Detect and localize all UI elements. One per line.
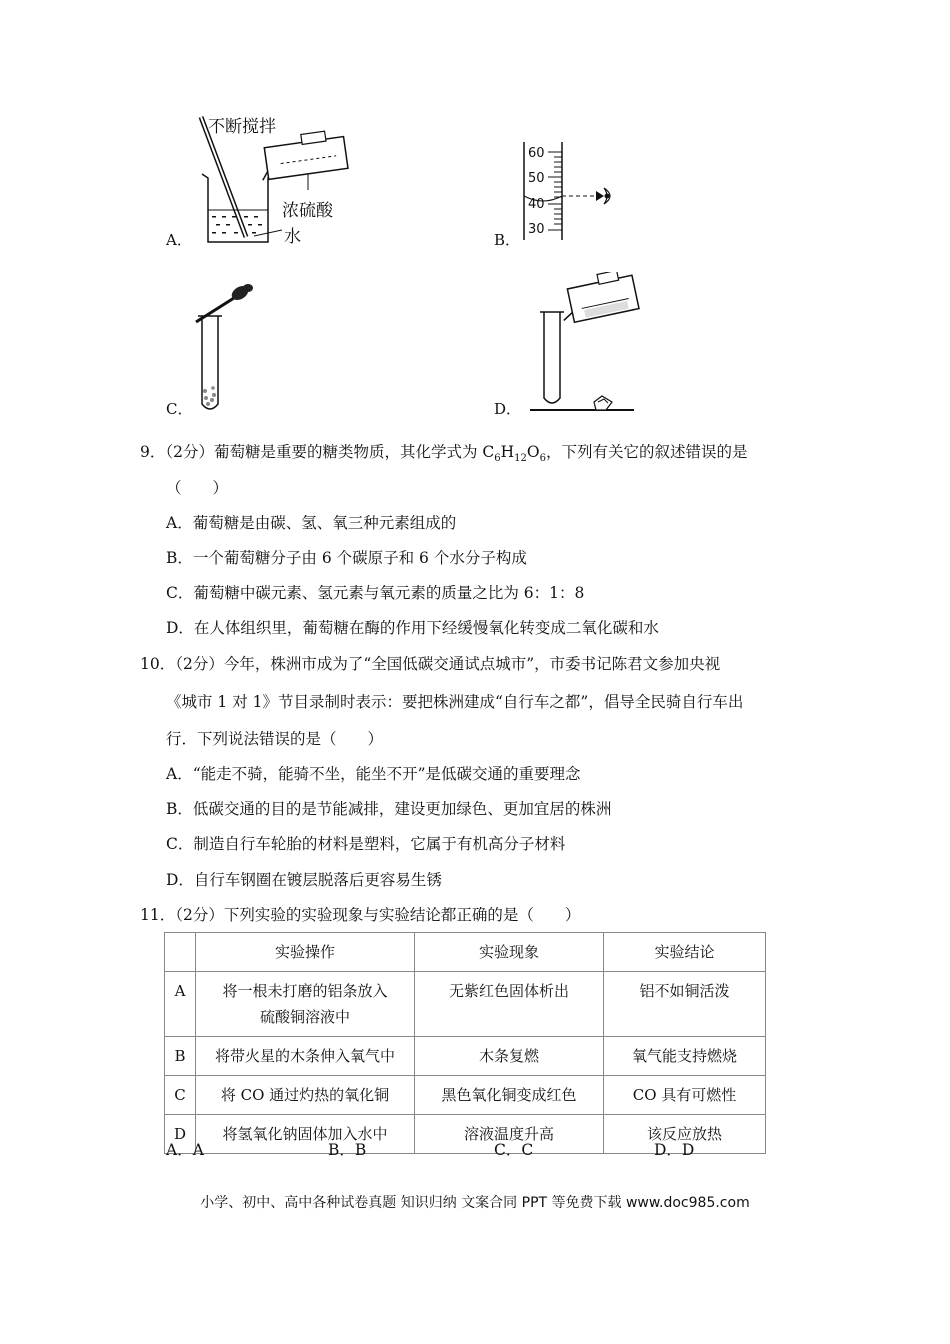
q9-formula-sub-c: 6 <box>494 453 501 465</box>
figure-b-letter: B． <box>494 231 521 249</box>
q10-stem-line2: 《城市 1 对 1》节目录制时表示：要把株洲建成“自行车之都”，倡导全民骑自行车出 <box>166 693 744 711</box>
q11-choice-a: A．A <box>166 1141 204 1159</box>
q9-option-c: C．葡萄糖中碳元素、氢元素与氧元素的质量之比为 6：1：8 <box>166 584 585 602</box>
figure-a-label-stir: 不断搅拌 <box>208 117 276 137</box>
q11-experiment-table <box>164 932 766 1154</box>
table-header-row <box>165 933 766 972</box>
figure-d-letter: D． <box>494 400 522 418</box>
figure-c-letter: C． <box>166 400 193 418</box>
figure-d-pouring-diagram <box>522 272 642 416</box>
q10-option-c: C．制造自行车轮胎的材料是塑料，它属于有机高分子材料 <box>166 835 566 853</box>
figure-a-letter: A． <box>166 231 192 249</box>
q9-formula-sub-o: 6 <box>539 453 546 465</box>
table-row-label: D <box>165 1115 196 1154</box>
table-header-cell: 实验现象 <box>415 933 604 972</box>
q10-option-a: A．“能走不骑，能骑不坐，能坐不开”是低碳交通的重要理念 <box>166 765 581 783</box>
q10-option-b: B．低碳交通的目的是节能减排，建设更加绿色、更加宜居的株洲 <box>166 800 612 818</box>
q9-answer-paren: （ ） <box>166 479 229 497</box>
table-cell-phenomenon: 黑色氧化铜变成红色 <box>415 1076 604 1115</box>
q11-stem: 11．（2分）下列实验的实验现象与实验结论都正确的是（ ） <box>140 906 581 924</box>
table-row <box>165 972 766 1037</box>
table-cell-operation <box>196 972 415 1037</box>
table-row-label: A <box>165 972 196 1037</box>
table-header-cell: 实验操作 <box>196 933 415 972</box>
q11-choice-b: B．B <box>328 1141 367 1159</box>
table-cell-conclusion: 氧气能支持燃烧 <box>604 1037 766 1076</box>
q11-choice-c: C．C <box>494 1141 534 1159</box>
figure-a-label-water: 水 <box>284 227 301 247</box>
table-row <box>165 1037 766 1076</box>
figure-b-tick-60: 60 <box>528 146 545 161</box>
q11-choice-d: D．D <box>654 1141 695 1159</box>
table-cell-operation: 将氢氧化钠固体加入水中 <box>196 1115 415 1154</box>
table-row-label: C <box>165 1076 196 1115</box>
table-cell-phenomenon: 木条复燃 <box>415 1037 604 1076</box>
table-row-label: B <box>165 1037 196 1076</box>
q9-formula-o: O <box>526 443 540 461</box>
q9-option-b: B．一个葡萄糖分子由 6 个碳原子和 6 个水分子构成 <box>166 549 527 567</box>
table-cell-conclusion: 铝不如铜活泼 <box>604 972 766 1037</box>
table-cell-phenomenon: 无紫红色固体析出 <box>415 972 604 1037</box>
table-cell-operation: 将带火星的木条伸入氧气中 <box>196 1037 415 1076</box>
q9-option-d: D．在人体组织里，葡萄糖在酶的作用下经缓慢氧化转变成二氧化碳和水 <box>166 619 659 637</box>
table-cell-phenomenon: 溶液温度升高 <box>415 1115 604 1154</box>
figure-b-tick-40: 40 <box>528 197 545 212</box>
q9-stem-lead: 9．（2分）葡萄糖是重要的糖类物质，其化学式为 C <box>140 443 495 461</box>
q9-formula-h: H <box>500 443 515 461</box>
table-cell-operation: 将 CO 通过灼热的氧化铜 <box>196 1076 415 1115</box>
q9-stem-tail: ，下列有关它的叙述错误的是 <box>546 443 748 461</box>
q10-option-d: D．自行车钢圈在镀层脱落后更容易生锈 <box>166 871 442 889</box>
table-header-cell <box>165 933 196 972</box>
table-row <box>165 1076 766 1115</box>
q10-stem-line3: 行．下列说法错误的是（ ） <box>166 730 384 748</box>
page-footer: 小学、初中、高中各种试卷真题 知识归纳 文案合同 PPT 等免费下载 www.doc985.com <box>200 1195 750 1211</box>
q9-formula-sub-h: 12 <box>514 453 527 465</box>
figure-b-tick-30: 30 <box>528 222 545 237</box>
q9-option-a: A．葡萄糖是由碳、氢、氧三种元素组成的 <box>166 514 457 532</box>
table-cell-operation-line2: 硫酸铜溶液中 <box>259 1008 350 1026</box>
figure-a-label-acid: 浓硫酸 <box>282 201 333 221</box>
q9-stem <box>140 440 748 464</box>
q10-stem-line1: 10．（2分）今年，株洲市成为了“全国低碳交通试点城市”，市委书记陈君文参加央视 <box>140 655 721 673</box>
table-header-cell: 实验结论 <box>604 933 766 972</box>
figure-c-dropper-diagram <box>192 278 272 418</box>
table-cell-conclusion: 该反应放热 <box>604 1115 766 1154</box>
table-cell-operation-line1: 将一根未打磨的铝条放入 <box>222 982 388 1000</box>
figure-b-tick-50: 50 <box>528 171 545 186</box>
table-cell-conclusion: CO 具有可燃性 <box>604 1076 766 1115</box>
